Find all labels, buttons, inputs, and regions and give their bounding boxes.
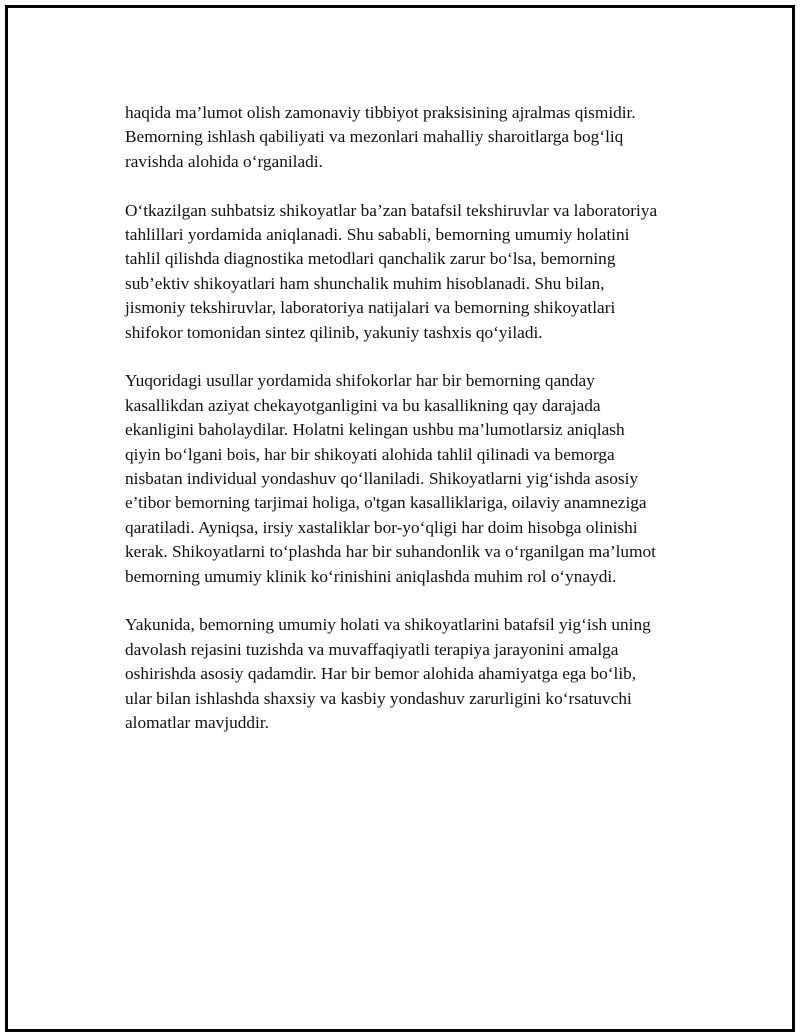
paragraph-1 [125,101,715,174]
text-line: davolash rejasini tuzishda va muvaffaqiyatli terapiya jarayonini amalga [125,639,619,659]
text-line: e’tibor bemorning tarjimai holiga, o'tgan kasalliklariga, oilaviy anamneziga [125,493,647,513]
text-line: bemorning umumiy klinik ko‘rinishini aniqlashda muhim rol o‘ynaydi. [125,566,617,586]
text-line: nisbatan individual yondashuv qo‘llaniladi. Shikoyatlarni yig‘ishda asosiy [125,469,639,489]
text-line: ular bilan ishlashda shaxsiy va kasbiy yondashuv zarurligini ko‘rsatuvchi [125,688,632,708]
text-line: sub’ektiv shikoyatlari ham shunchalik muhim hisoblanadi. Shu bilan, [125,273,605,293]
text-line: Bemorning ishlash qabiliyati va mezonlari mahalliy sharoitlarga bog‘liq [125,127,624,147]
text-line: O‘tkazilgan suhbatsiz shikoyatlar ba’zan batafsil tekshiruvlar va laboratoriya [125,200,658,220]
text-line: Yakunida, bemorning umumiy holati va shikoyatlarini batafsil yig‘ish uning [125,615,651,635]
text-line: kasallikdan aziyat chekayotganligini va bu kasallikning qay darajada [125,395,601,415]
text-line: jismoniy tekshiruvlar, laboratoriya natijalari va bemorning shikoyatlari [125,298,616,318]
text-line: oshirishda asosiy qadamdir. Har bir bemor alohida ahamiyatga ega bo‘lib, [125,664,637,684]
paragraph-2 [125,199,715,345]
text-line: ekanligini baholaydilar. Holatni kelingan ushbu ma’lumotlarsiz aniqlash [125,420,625,440]
text-line: qiyin bo‘lgani bois, har bir shikoyati alohida tahlil qilinadi va bemorga [125,444,615,464]
text-line: qaratiladi. Ayniqsa, irsiy xastaliklar bor-yo‘qligi har doim hisobga olinishi [125,517,638,537]
text-line: haqida ma’lumot olish zamonaviy tibbiyot praksisining ajralmas qismidir. [125,103,636,122]
paragraph-3 [125,369,715,589]
text-line: ravishda alohida o‘rganiladi. [125,151,323,171]
text-line: tahlil qilishda diagnostika metodlari qanchalik zarur bo‘lsa, bemorning [125,249,616,269]
document-body [125,101,715,760]
text-line: shifokor tomonidan sintez qilinib, yakuniy tashxis qo‘yiladi. [125,322,543,342]
text-line: kerak. Shikoyatlarni to‘plashda har bir suhandonlik va o‘rganilgan ma’lumot [125,542,656,562]
page-frame [5,5,795,1032]
text-line: Yuqoridagi usullar yordamida shifokorlar har bir bemorning qanday [125,371,595,391]
text-line: alomatlar mavjuddir. [125,713,269,733]
paragraph-4 [125,613,715,735]
text-line: tahlillari yordamida aniqlanadi. Shu sababli, bemorning umumiy holatini [125,225,630,245]
